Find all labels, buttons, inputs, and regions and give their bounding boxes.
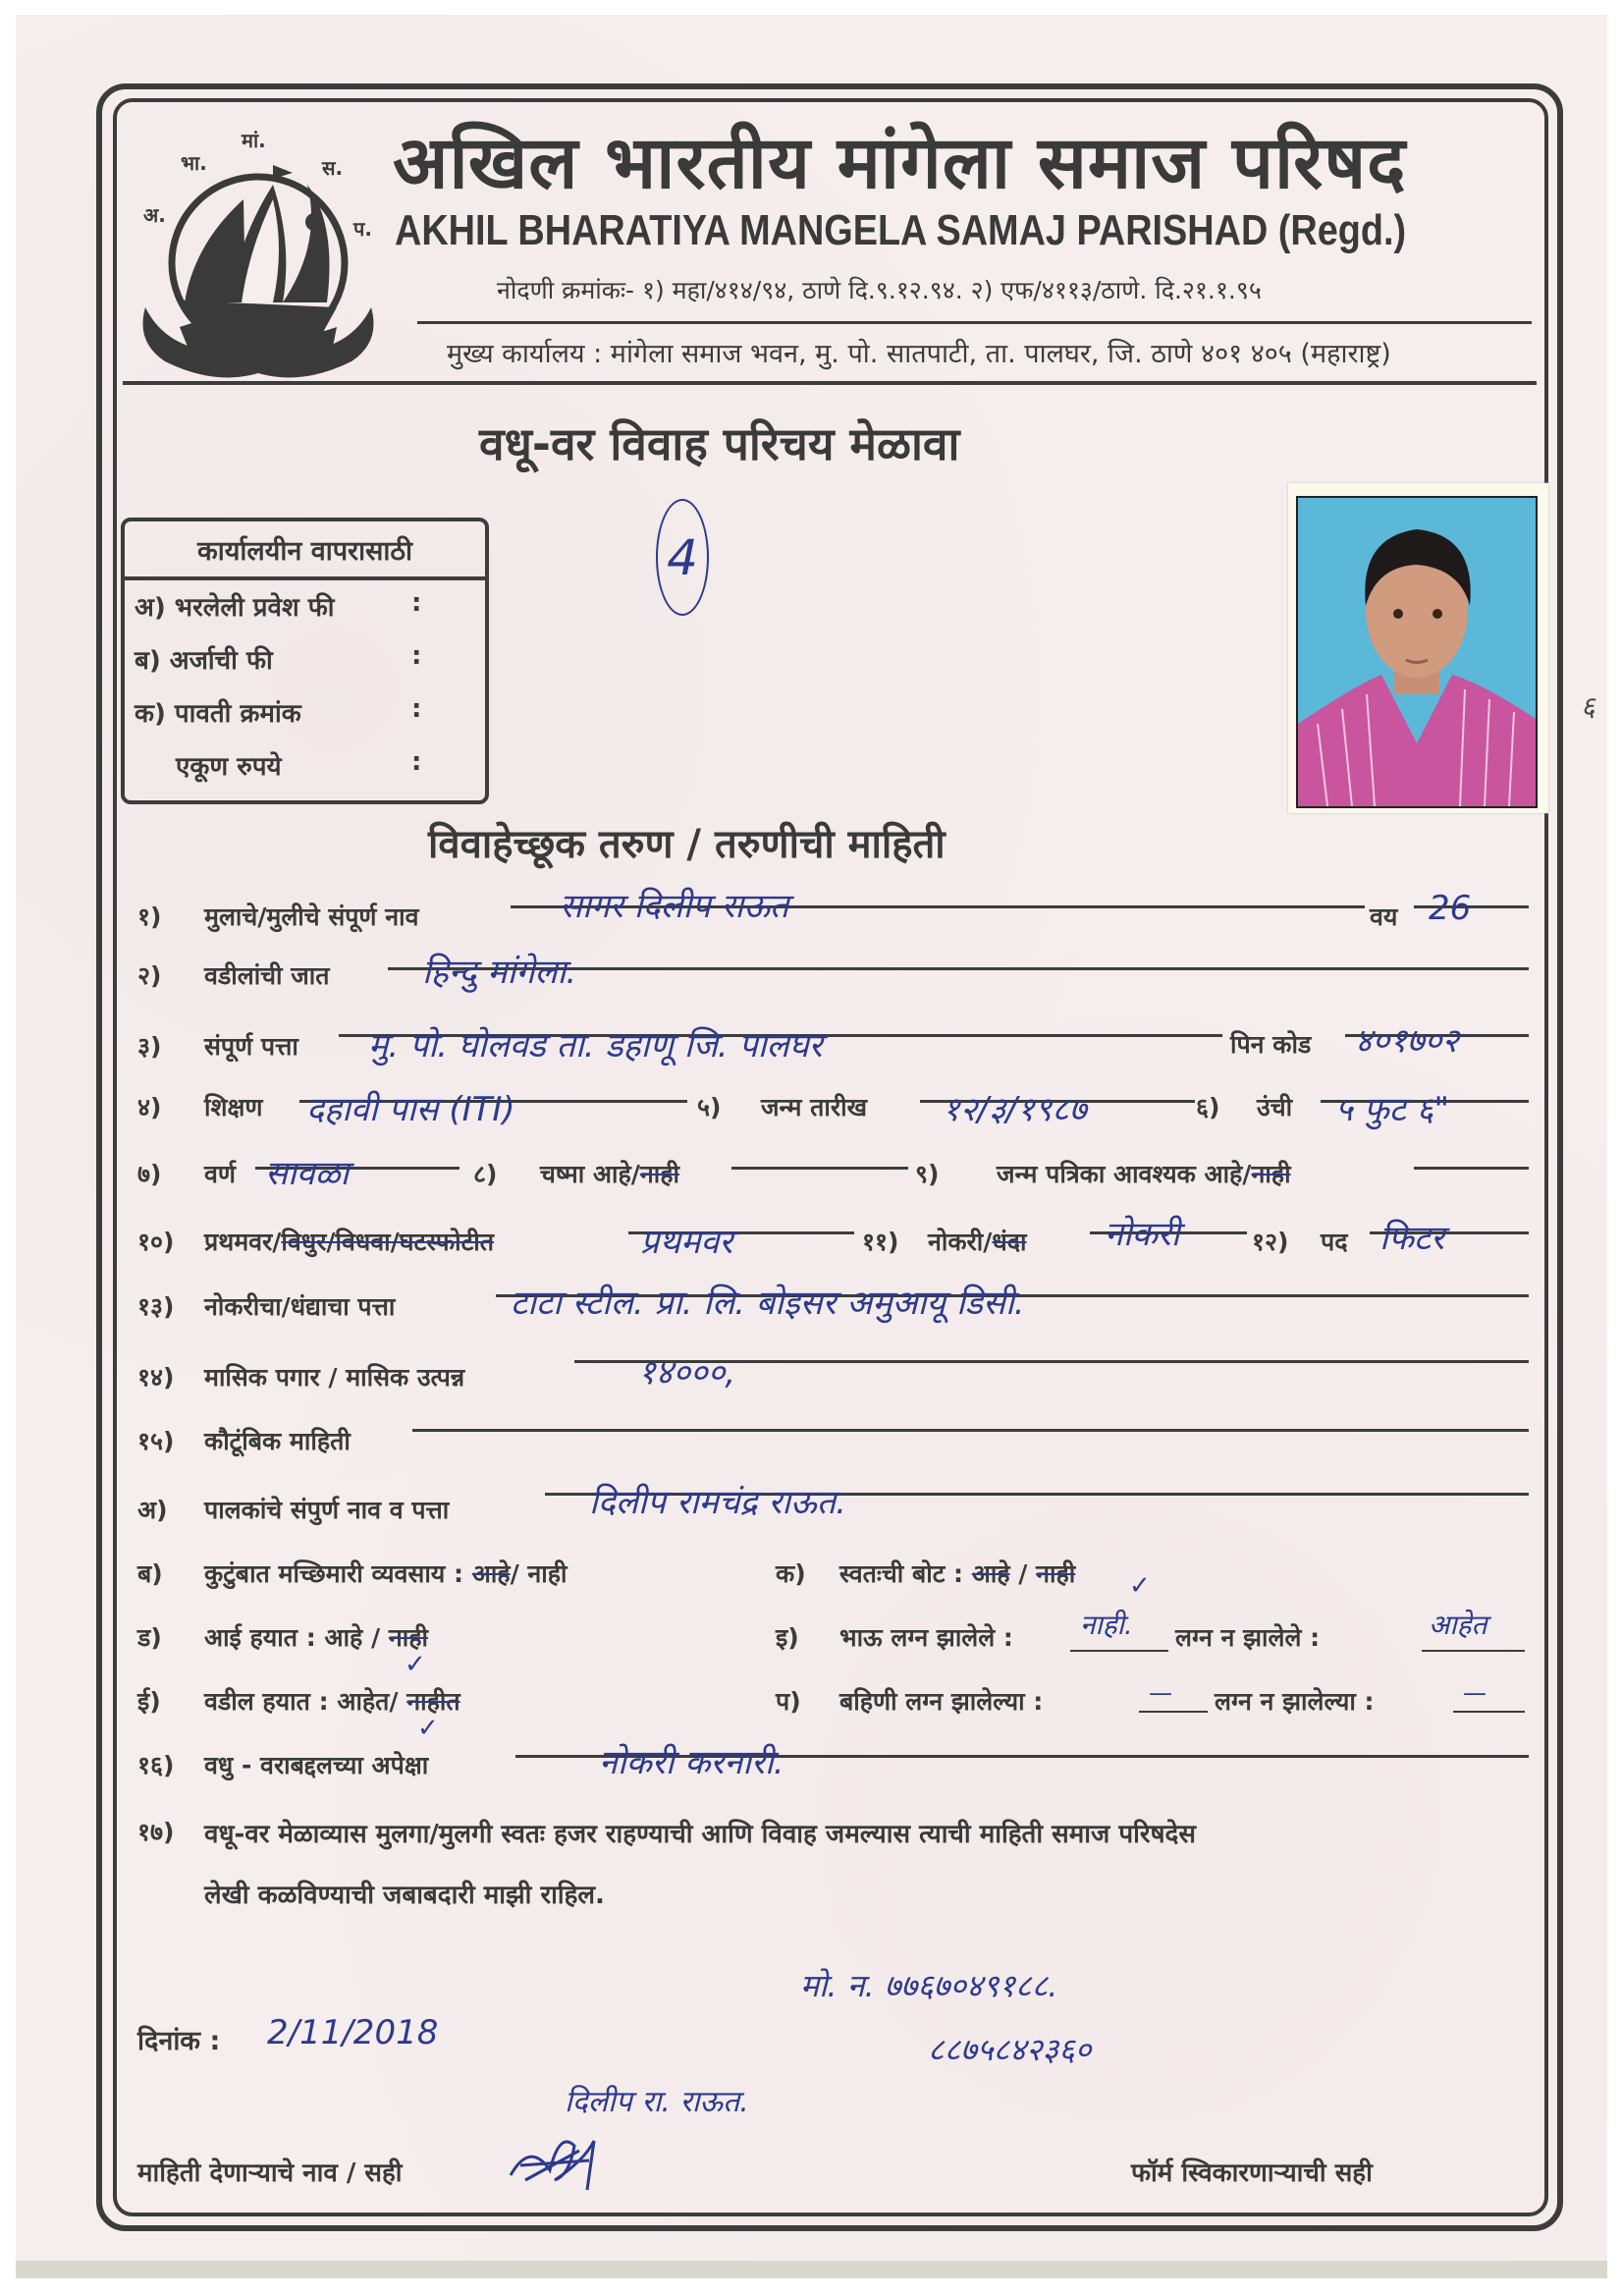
occupation-business-struck: धंदा	[992, 1228, 1027, 1256]
own-boat-text: स्वतःची बोट :	[839, 1559, 964, 1588]
height-label: उंची	[1257, 1093, 1293, 1121]
option-separator: /	[371, 1623, 381, 1652]
office-use-heading: कार्यालयीन वापरासाठी	[125, 521, 485, 580]
fishing-business-label	[204, 1557, 568, 1590]
field-number: ७)	[137, 1160, 162, 1188]
field-number: १५)	[137, 1427, 175, 1455]
field-number: ४)	[137, 1093, 162, 1121]
field-number: अ)	[137, 1496, 168, 1524]
father-alive-label	[204, 1684, 460, 1718]
logo-letter: मां.	[242, 129, 266, 152]
serial-number-circled	[656, 499, 709, 616]
brothers-unmarried-line	[1422, 1650, 1525, 1652]
horoscope-line	[1414, 1167, 1529, 1170]
registration-number: नोदणी क्रमांकः- १) महा/४१४/९४, ठाणे दि.९.१२.९४. २) एफ/४११३/ठाणे. दि.२१.१.९५	[497, 276, 1262, 304]
address-label: संपूर्ण पत्ता	[204, 1032, 298, 1061]
field-number: ६)	[1196, 1093, 1220, 1121]
applicant-photo	[1296, 496, 1538, 808]
own-boat-yes-struck: आहे	[971, 1559, 1010, 1588]
date-label: दिनांक :	[137, 2026, 221, 2056]
income-value[interactable]: १४०००,	[638, 1353, 736, 1393]
person-portrait-icon	[1298, 498, 1536, 806]
spectacles-label	[540, 1157, 679, 1190]
header-divider	[417, 321, 1532, 324]
spectacles-no-struck: नाही	[639, 1160, 679, 1188]
parent-name-value[interactable]: दिलीप रामचंद्र राऊत.	[589, 1483, 846, 1522]
field-number: ई)	[137, 1687, 161, 1716]
fishing-yes-struck: आहे	[471, 1559, 511, 1588]
org-title-marathi: अखिल भारतीय मांगेला समाज परिषद	[393, 121, 1407, 205]
field-number: ड)	[137, 1623, 162, 1652]
pin-code-value[interactable]: ४०१७०२	[1355, 1021, 1460, 1061]
pin-code-label: पिन कोड	[1230, 1030, 1312, 1059]
scan-edge	[16, 2261, 1607, 2278]
work-address-value[interactable]: टाटा स्टील. प्रा. लि. बोइसर अमुआयू डिसी.	[511, 1284, 1025, 1323]
own-boat-no-struck: नाही	[1036, 1559, 1076, 1588]
full-name-value[interactable]: सागर दिलीप राऊत	[560, 887, 789, 926]
checkmark-icon: ✓	[405, 1650, 426, 1679]
section-title: विवाहेच्छूक तरुण / तरुणीची माहिती	[428, 822, 946, 867]
serial-number: 4	[667, 528, 698, 586]
designation-value[interactable]: फिटर	[1379, 1219, 1445, 1258]
field-number: १०)	[137, 1228, 175, 1256]
age-label: वय	[1370, 902, 1398, 931]
height-value[interactable]: ५ फुट ६"	[1335, 1090, 1449, 1129]
horoscope-yes: जन्म पत्रिका आवश्यक आहे/	[997, 1160, 1252, 1188]
field-number: १७)	[137, 1818, 175, 1846]
logo-letter: प.	[353, 217, 372, 241]
family-info-line	[412, 1429, 1529, 1432]
office-colon: :	[411, 588, 422, 618]
option-separator: /	[510, 1559, 519, 1588]
brothers-married-value[interactable]: नाही.	[1080, 1609, 1133, 1641]
field-number: ब)	[137, 1559, 163, 1588]
expectations-value[interactable]: नोकरी करनारी.	[599, 1743, 784, 1782]
brothers-married-line	[1070, 1650, 1168, 1652]
office-address: मुख्य कार्यालय : मांगेला समाज भवन, मु. पो. सातपाटी, ता. पालघर, जि. ठाणे ४०१ ४०५ (महाराष्ट्र)	[447, 339, 1391, 369]
office-receipt-number-label: क) पावती क्रमांक	[135, 699, 301, 729]
field-number: ११)	[862, 1228, 899, 1256]
field-number: १४)	[137, 1363, 175, 1392]
brothers-unmarried-value[interactable]: आहेत	[1429, 1609, 1487, 1641]
sisters-married-value[interactable]: —	[1149, 1679, 1172, 1707]
mobile-number-1[interactable]: मो. न. ७७६७०४९१८८.	[800, 1967, 1058, 2004]
father-alive-text: वडील हयात :	[204, 1687, 329, 1716]
informant-signature-label: माहिती देणाऱ्याचे नाव / सही	[137, 2159, 403, 2188]
office-entry-fee-label: अ) भरलेली प्रवेश फी	[135, 593, 335, 623]
horoscope-no-struck: नाही	[1251, 1160, 1291, 1188]
margin-handwritten-mark: ६	[1581, 690, 1595, 723]
organization-logo-icon	[126, 116, 391, 386]
logo-letter: भा.	[181, 151, 207, 175]
marital-status-value[interactable]: प्रथमवर	[640, 1223, 733, 1262]
marital-others-struck: विधुर/विधवा/घटस्फोटीत	[281, 1228, 494, 1256]
field-number: १२)	[1252, 1228, 1289, 1256]
fishing-no: नाही	[527, 1559, 568, 1588]
complexion-value[interactable]: सावळा	[265, 1154, 350, 1193]
expectations-label: वधु - वराबद्दलच्या अपेक्षा	[204, 1751, 429, 1779]
education-label: शिक्षण	[204, 1093, 263, 1121]
income-label: मासिक पगार / मासिक उत्पन्न	[204, 1363, 465, 1392]
fishing-business-text: कुटुंबात मच्छिमारी व्यवसाय :	[204, 1559, 464, 1588]
sisters-unmarried-value[interactable]: —	[1463, 1679, 1487, 1707]
address-value[interactable]: मु. पो. घोलवड ता. डहाणू जि. पालघर	[368, 1026, 823, 1066]
field-number: इ)	[776, 1623, 799, 1652]
option-separator: /	[389, 1687, 399, 1716]
logo-letter: अ.	[143, 203, 166, 227]
occupation-value[interactable]: नोकरी	[1105, 1215, 1180, 1254]
spectacles-yes: चष्मा आहे/	[540, 1160, 640, 1188]
birth-date-value[interactable]: १२/३/१९८७	[943, 1090, 1087, 1129]
checkmark-icon: ✓	[1129, 1571, 1151, 1601]
spectacles-line	[731, 1167, 908, 1170]
mother-alive-text: आई हयात :	[204, 1623, 316, 1652]
field-number: १३)	[137, 1292, 175, 1321]
informant-name[interactable]: दिलीप रा. राऊत.	[565, 2085, 749, 2119]
designation-label: पद	[1321, 1228, 1348, 1256]
full-name-label: मुलाचे/मुलीचे संपूर्ण नाव	[204, 902, 419, 931]
mother-alive-label	[204, 1620, 428, 1654]
occupation-job: नोकरी/	[928, 1228, 993, 1256]
occupation-label	[928, 1225, 1027, 1258]
field-number: १६)	[137, 1751, 175, 1779]
mother-alive-yes: आहे	[324, 1623, 363, 1652]
field-number: ५)	[697, 1093, 722, 1121]
receiver-signature-label: फॉर्म स्विकारणाऱ्याची सही	[1131, 2159, 1373, 2188]
checkmark-icon: ✓	[417, 1714, 439, 1743]
office-colon: :	[411, 747, 422, 777]
age-value[interactable]: 26	[1429, 889, 1472, 928]
header-bottom-divider	[123, 381, 1537, 385]
declaration-line-2: लेखी कळविण्याची जबाबदारी माझी राहिल.	[204, 1881, 605, 1910]
father-alive-no-struck: नाहीत	[406, 1687, 460, 1716]
marital-status-label	[204, 1225, 494, 1258]
field-number: ८)	[473, 1160, 498, 1188]
horoscope-label	[997, 1157, 1291, 1190]
field-number: क)	[776, 1559, 806, 1588]
parent-name-label: पालकांचे संपुर्ण नाव व पत्ता	[204, 1496, 450, 1524]
office-application-fee-label: ब) अर्जाची फी	[135, 646, 273, 676]
work-address-label: नोकरीचा/धंद्याचा पत्ता	[204, 1292, 396, 1321]
sisters-unmarried-line	[1453, 1711, 1525, 1713]
sisters-married-line	[1139, 1711, 1208, 1713]
form-title: वधू-वर विवाह परिचय मेळावा	[479, 417, 960, 470]
signature-icon	[501, 2121, 619, 2200]
sisters-unmarried-label: लग्न न झालेल्या :	[1215, 1687, 1375, 1716]
brothers-married-label: भाऊ लग्न झालेले :	[839, 1623, 1013, 1652]
mobile-number-2[interactable]: ८८७५८४२३६०	[928, 2031, 1092, 2068]
field-number: ९)	[915, 1160, 940, 1188]
father-alive-yes: आहेत	[337, 1687, 390, 1716]
sisters-married-label: बहिणी लग्न झालेल्या :	[839, 1687, 1044, 1716]
caste-label: वडीलांची जात	[204, 961, 330, 990]
date-value[interactable]: 2/11/2018	[267, 2013, 439, 2052]
field-number: ३)	[137, 1032, 162, 1061]
education-value[interactable]: दहावी पास (ITI)	[306, 1090, 515, 1129]
complexion-label: वर्ण	[204, 1160, 236, 1188]
logo-letter: स.	[322, 156, 344, 180]
caste-value[interactable]: हिन्दु मांगेला.	[422, 953, 577, 992]
office-colon: :	[411, 694, 422, 724]
field-number: प)	[776, 1687, 801, 1716]
org-title-english: AKHIL BHARATIYA MANGELA SAMAJ PARISHAD (Regd.)	[395, 206, 1407, 254]
field-number: २)	[137, 961, 162, 990]
field-number: १)	[137, 902, 162, 931]
brothers-unmarried-label: लग्न न झालेले :	[1175, 1623, 1321, 1652]
office-total-label: एकूण रुपये	[176, 752, 282, 782]
birth-date-label: जन्म तारीख	[761, 1093, 868, 1121]
marital-first: प्रथमवर/	[204, 1228, 282, 1256]
office-use-box	[121, 518, 489, 804]
declaration-line-1: वधू-वर मेळाव्यास मुलगा/मुलगी स्वतः हजर राहण्याची आणि विवाह जमल्यास त्याची माहिती समाज परिषदेस	[204, 1820, 1196, 1849]
office-colon: :	[411, 641, 422, 671]
own-boat-label	[839, 1557, 1075, 1590]
family-info-label: कौटूंबिक माहिती	[204, 1427, 351, 1455]
option-separator: /	[1018, 1559, 1028, 1588]
mother-alive-no-struck: नाही	[388, 1623, 428, 1652]
